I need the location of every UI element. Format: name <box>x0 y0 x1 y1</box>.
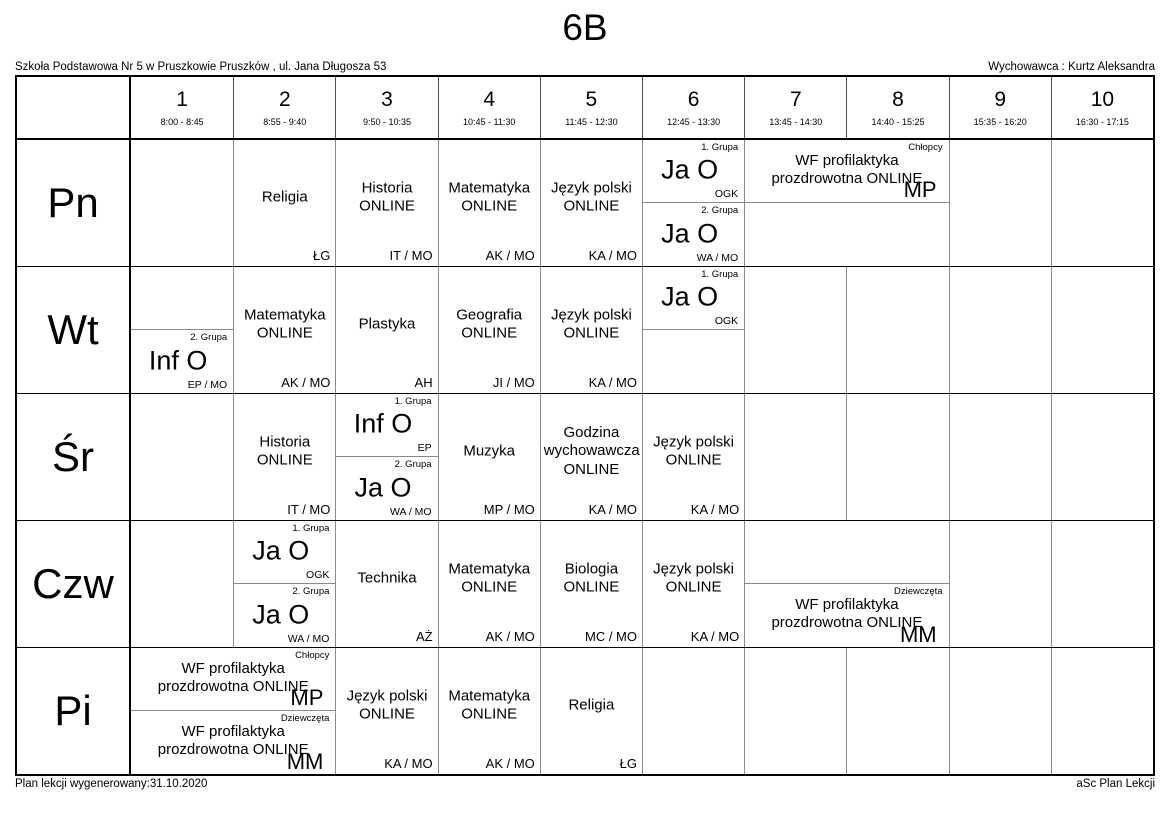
teacher-code: AK / MO <box>485 755 535 771</box>
teacher-code: MP <box>290 684 324 710</box>
teacher-code: KA / MO <box>690 628 740 644</box>
day-row <box>17 140 1153 267</box>
teacher-code: WA / MO <box>696 251 739 264</box>
lesson-cell <box>438 394 540 520</box>
split-cell <box>233 521 335 647</box>
subject-label: Inf O <box>148 345 208 376</box>
period-number: 5 <box>585 87 598 111</box>
half-cell <box>131 330 233 393</box>
empty-cell <box>131 394 233 520</box>
half-cell <box>643 140 744 203</box>
lesson-cell <box>335 648 437 774</box>
empty-cell <box>1051 267 1153 393</box>
day-row <box>17 267 1153 394</box>
subject-label: Matematyka ONLINE <box>448 686 531 723</box>
teacher-code: MP <box>903 176 937 202</box>
subject-label: Biologia ONLINE <box>563 559 620 596</box>
subject-label: Historia ONLINE <box>256 432 313 469</box>
period-time: 8:55 - 9:40 <box>263 116 307 127</box>
period-time: 15:35 - 16:20 <box>973 116 1027 127</box>
day-label: Pi <box>17 648 131 774</box>
period-number: 1 <box>176 87 188 111</box>
period-time: 13:45 - 14:30 <box>769 116 823 127</box>
half-cell <box>234 521 335 584</box>
empty-cell <box>642 648 744 774</box>
group-label: Chłopcy <box>908 141 943 153</box>
day-label: Wt <box>17 267 131 393</box>
school-name: Szkoła Podstawowa Nr 5 w Pruszkowie Pruszków , ul. Jana Długosza 53 <box>15 60 387 73</box>
teacher-code: AK / MO <box>281 374 331 390</box>
lesson-cell <box>335 140 437 266</box>
group-label: 1. Grupa <box>701 141 739 153</box>
teacher-code: MC / MO <box>584 628 637 644</box>
empty-cell <box>846 267 948 393</box>
lesson-cell <box>642 521 744 647</box>
period-cell <box>846 77 948 138</box>
split-cell <box>335 394 437 520</box>
page-title: 6B <box>562 7 608 48</box>
split-cell <box>744 521 948 647</box>
teacher-code: KA / MO <box>384 755 433 771</box>
period-cell <box>233 77 335 138</box>
empty-cell <box>131 521 233 647</box>
period-number: 3 <box>381 87 393 111</box>
teacher-code: WA / MO <box>389 505 432 518</box>
teacher-code: KA / MO <box>588 374 637 390</box>
lesson-cell <box>438 140 540 266</box>
subject-label: Ja O <box>354 472 412 503</box>
empty-cell <box>949 521 1051 647</box>
subject-label: Godzina wychowawcza ONLINE <box>543 423 640 479</box>
teacher-code: OGK <box>714 187 739 200</box>
period-number: 6 <box>687 87 700 111</box>
group-label: Dziewczęta <box>280 712 330 724</box>
header-row <box>17 77 1153 140</box>
empty-cell <box>1051 140 1153 266</box>
period-time: 10:45 - 11:30 <box>463 116 516 127</box>
subject-label: WF profilaktyka prozdrowotna ONLINE <box>157 659 309 696</box>
subheader <box>15 61 1155 73</box>
lesson-cell <box>540 140 642 266</box>
split-cell <box>642 267 744 393</box>
subject-label: WF profilaktyka prozdrowotna ONLINE <box>771 151 923 188</box>
day-label: Czw <box>17 521 131 647</box>
group-label: Dziewczęta <box>894 585 943 597</box>
group-label: Chłopcy <box>295 649 330 661</box>
subject-label: Technika <box>357 569 417 587</box>
subject-label: Inf O <box>353 408 413 439</box>
subject-label: WF profilaktyka prozdrowotna ONLINE <box>771 595 923 632</box>
period-number: 9 <box>994 87 1007 111</box>
teacher-code: WA / MO <box>287 632 330 645</box>
day-row <box>17 648 1153 774</box>
half-cell <box>745 584 948 647</box>
subject-label: Język polski ONLINE <box>550 305 632 342</box>
half-cell <box>336 457 437 520</box>
half-cell <box>643 330 744 393</box>
empty-cell <box>744 648 846 774</box>
teacher-code: KA / MO <box>588 247 637 263</box>
group-label: 2. Grupa <box>701 204 739 216</box>
empty-cell <box>949 267 1051 393</box>
subject-label: Język polski ONLINE <box>550 178 632 215</box>
period-number: 7 <box>789 87 802 111</box>
timetable <box>15 75 1155 776</box>
lesson-cell <box>335 521 437 647</box>
lesson-cell <box>438 648 540 774</box>
period-cell <box>335 77 437 138</box>
group-label: 2. Grupa <box>190 331 228 343</box>
subject-label: Ja O <box>252 535 310 566</box>
subject-label: Język polski ONLINE <box>346 686 428 723</box>
lesson-cell <box>642 394 744 520</box>
subject-label: Muzyka <box>463 442 516 460</box>
teacher-code: ŁG <box>313 247 331 263</box>
subject-label: Ja O <box>661 154 719 185</box>
period-cell <box>949 77 1051 138</box>
footer-brand: aSc Plan Lekcji <box>1076 777 1155 790</box>
split-cell <box>642 140 744 266</box>
period-cell <box>438 77 540 138</box>
period-time: 16:30 - 17:15 <box>1075 116 1129 127</box>
lesson-cell <box>540 267 642 393</box>
empty-cell <box>949 140 1051 266</box>
footer <box>15 778 1155 790</box>
empty-cell <box>846 394 948 520</box>
teacher-code: AŻ <box>415 628 433 644</box>
teacher-code: AK / MO <box>485 247 535 263</box>
period-number: 8 <box>892 87 904 111</box>
lesson-cell <box>233 267 335 393</box>
subject-label: Plastyka <box>358 315 416 333</box>
empty-cell <box>744 394 846 520</box>
split-cell <box>131 267 233 393</box>
lesson-cell <box>438 521 540 647</box>
teacher-code: AH <box>414 374 433 390</box>
empty-cell <box>131 140 233 266</box>
corner-cell <box>17 77 131 138</box>
half-cell <box>643 267 744 330</box>
half-cell <box>131 648 335 711</box>
empty-cell <box>744 267 846 393</box>
half-cell <box>745 521 948 584</box>
lesson-cell <box>233 140 335 266</box>
half-cell <box>745 140 948 203</box>
lesson-cell <box>540 648 642 774</box>
period-cell <box>1051 77 1153 138</box>
split-cell <box>131 648 335 774</box>
period-number: 10 <box>1090 87 1115 111</box>
lesson-cell <box>335 267 437 393</box>
lesson-cell <box>233 394 335 520</box>
teacher-code: OGK <box>306 568 330 581</box>
group-label: 2. Grupa <box>292 585 330 597</box>
period-time: 8:00 - 8:45 <box>160 116 204 127</box>
footer-generated: Plan lekcji wygenerowany:31.10.2020 <box>15 777 208 790</box>
teacher-code: AK / MO <box>485 628 535 644</box>
half-cell <box>336 394 437 457</box>
teacher-code: MM <box>899 621 937 647</box>
day-row <box>17 394 1153 521</box>
half-cell <box>131 267 233 330</box>
day-label: Pn <box>17 140 131 266</box>
homeroom-teacher: Wychowawca : Kurtz Aleksandra <box>988 60 1155 73</box>
period-cell <box>131 77 233 138</box>
period-cell <box>744 77 846 138</box>
empty-cell <box>846 648 948 774</box>
period-number: 4 <box>483 87 496 111</box>
day-row <box>17 521 1153 648</box>
teacher-code: OGK <box>714 314 739 327</box>
empty-cell <box>1051 648 1153 774</box>
subject-label: Historia ONLINE <box>359 178 415 215</box>
group-label: 1. Grupa <box>701 268 739 280</box>
empty-cell <box>949 394 1051 520</box>
lesson-cell <box>540 521 642 647</box>
subject-label: Ja O <box>252 599 310 630</box>
split-cell <box>744 140 948 266</box>
teacher-code: IT / MO <box>389 247 433 263</box>
subject-label: WF profilaktyka prozdrowotna ONLINE <box>157 722 309 759</box>
subject-label: Matematyka ONLINE <box>448 178 531 215</box>
lesson-cell <box>540 394 642 520</box>
subject-label: Język polski ONLINE <box>653 559 735 596</box>
period-time: 12:45 - 13:30 <box>667 116 721 127</box>
teacher-code: MM <box>286 748 324 774</box>
period-time: 11:45 - 12:30 <box>565 116 618 127</box>
teacher-code: EP <box>417 441 432 454</box>
subject-label: Religia <box>261 188 308 206</box>
empty-cell <box>1051 521 1153 647</box>
subject-label: Ja O <box>661 218 719 249</box>
period-time: 14:40 - 15:25 <box>871 116 925 127</box>
subject-label: Matematyka ONLINE <box>243 305 326 342</box>
subject-label: Geografia ONLINE <box>456 305 523 342</box>
period-cell <box>642 77 744 138</box>
subject-label: Język polski ONLINE <box>653 432 735 469</box>
teacher-code: MP / MO <box>483 501 535 517</box>
teacher-code: EP / MO <box>187 378 228 391</box>
group-label: 2. Grupa <box>394 458 432 470</box>
teacher-code: KA / MO <box>690 501 740 517</box>
period-number: 2 <box>278 87 291 111</box>
empty-cell <box>1051 394 1153 520</box>
period-cell <box>540 77 642 138</box>
day-label: Śr <box>17 394 131 520</box>
timetable-body <box>17 140 1153 774</box>
teacher-code: KA / MO <box>588 501 637 517</box>
half-cell <box>131 711 335 774</box>
lesson-cell <box>438 267 540 393</box>
period-time: 9:50 - 10:35 <box>362 116 412 127</box>
subject-label: Religia <box>568 696 615 714</box>
half-cell <box>234 584 335 647</box>
group-label: 1. Grupa <box>292 522 330 534</box>
subject-label: Matematyka ONLINE <box>448 559 531 596</box>
half-cell <box>643 203 744 266</box>
teacher-code: JI / MO <box>492 374 535 390</box>
half-cell <box>745 203 948 266</box>
teacher-code: IT / MO <box>287 501 331 517</box>
empty-cell <box>949 648 1051 774</box>
group-label: 1. Grupa <box>394 395 432 407</box>
teacher-code: ŁG <box>619 755 637 771</box>
subject-label: Ja O <box>661 281 719 312</box>
